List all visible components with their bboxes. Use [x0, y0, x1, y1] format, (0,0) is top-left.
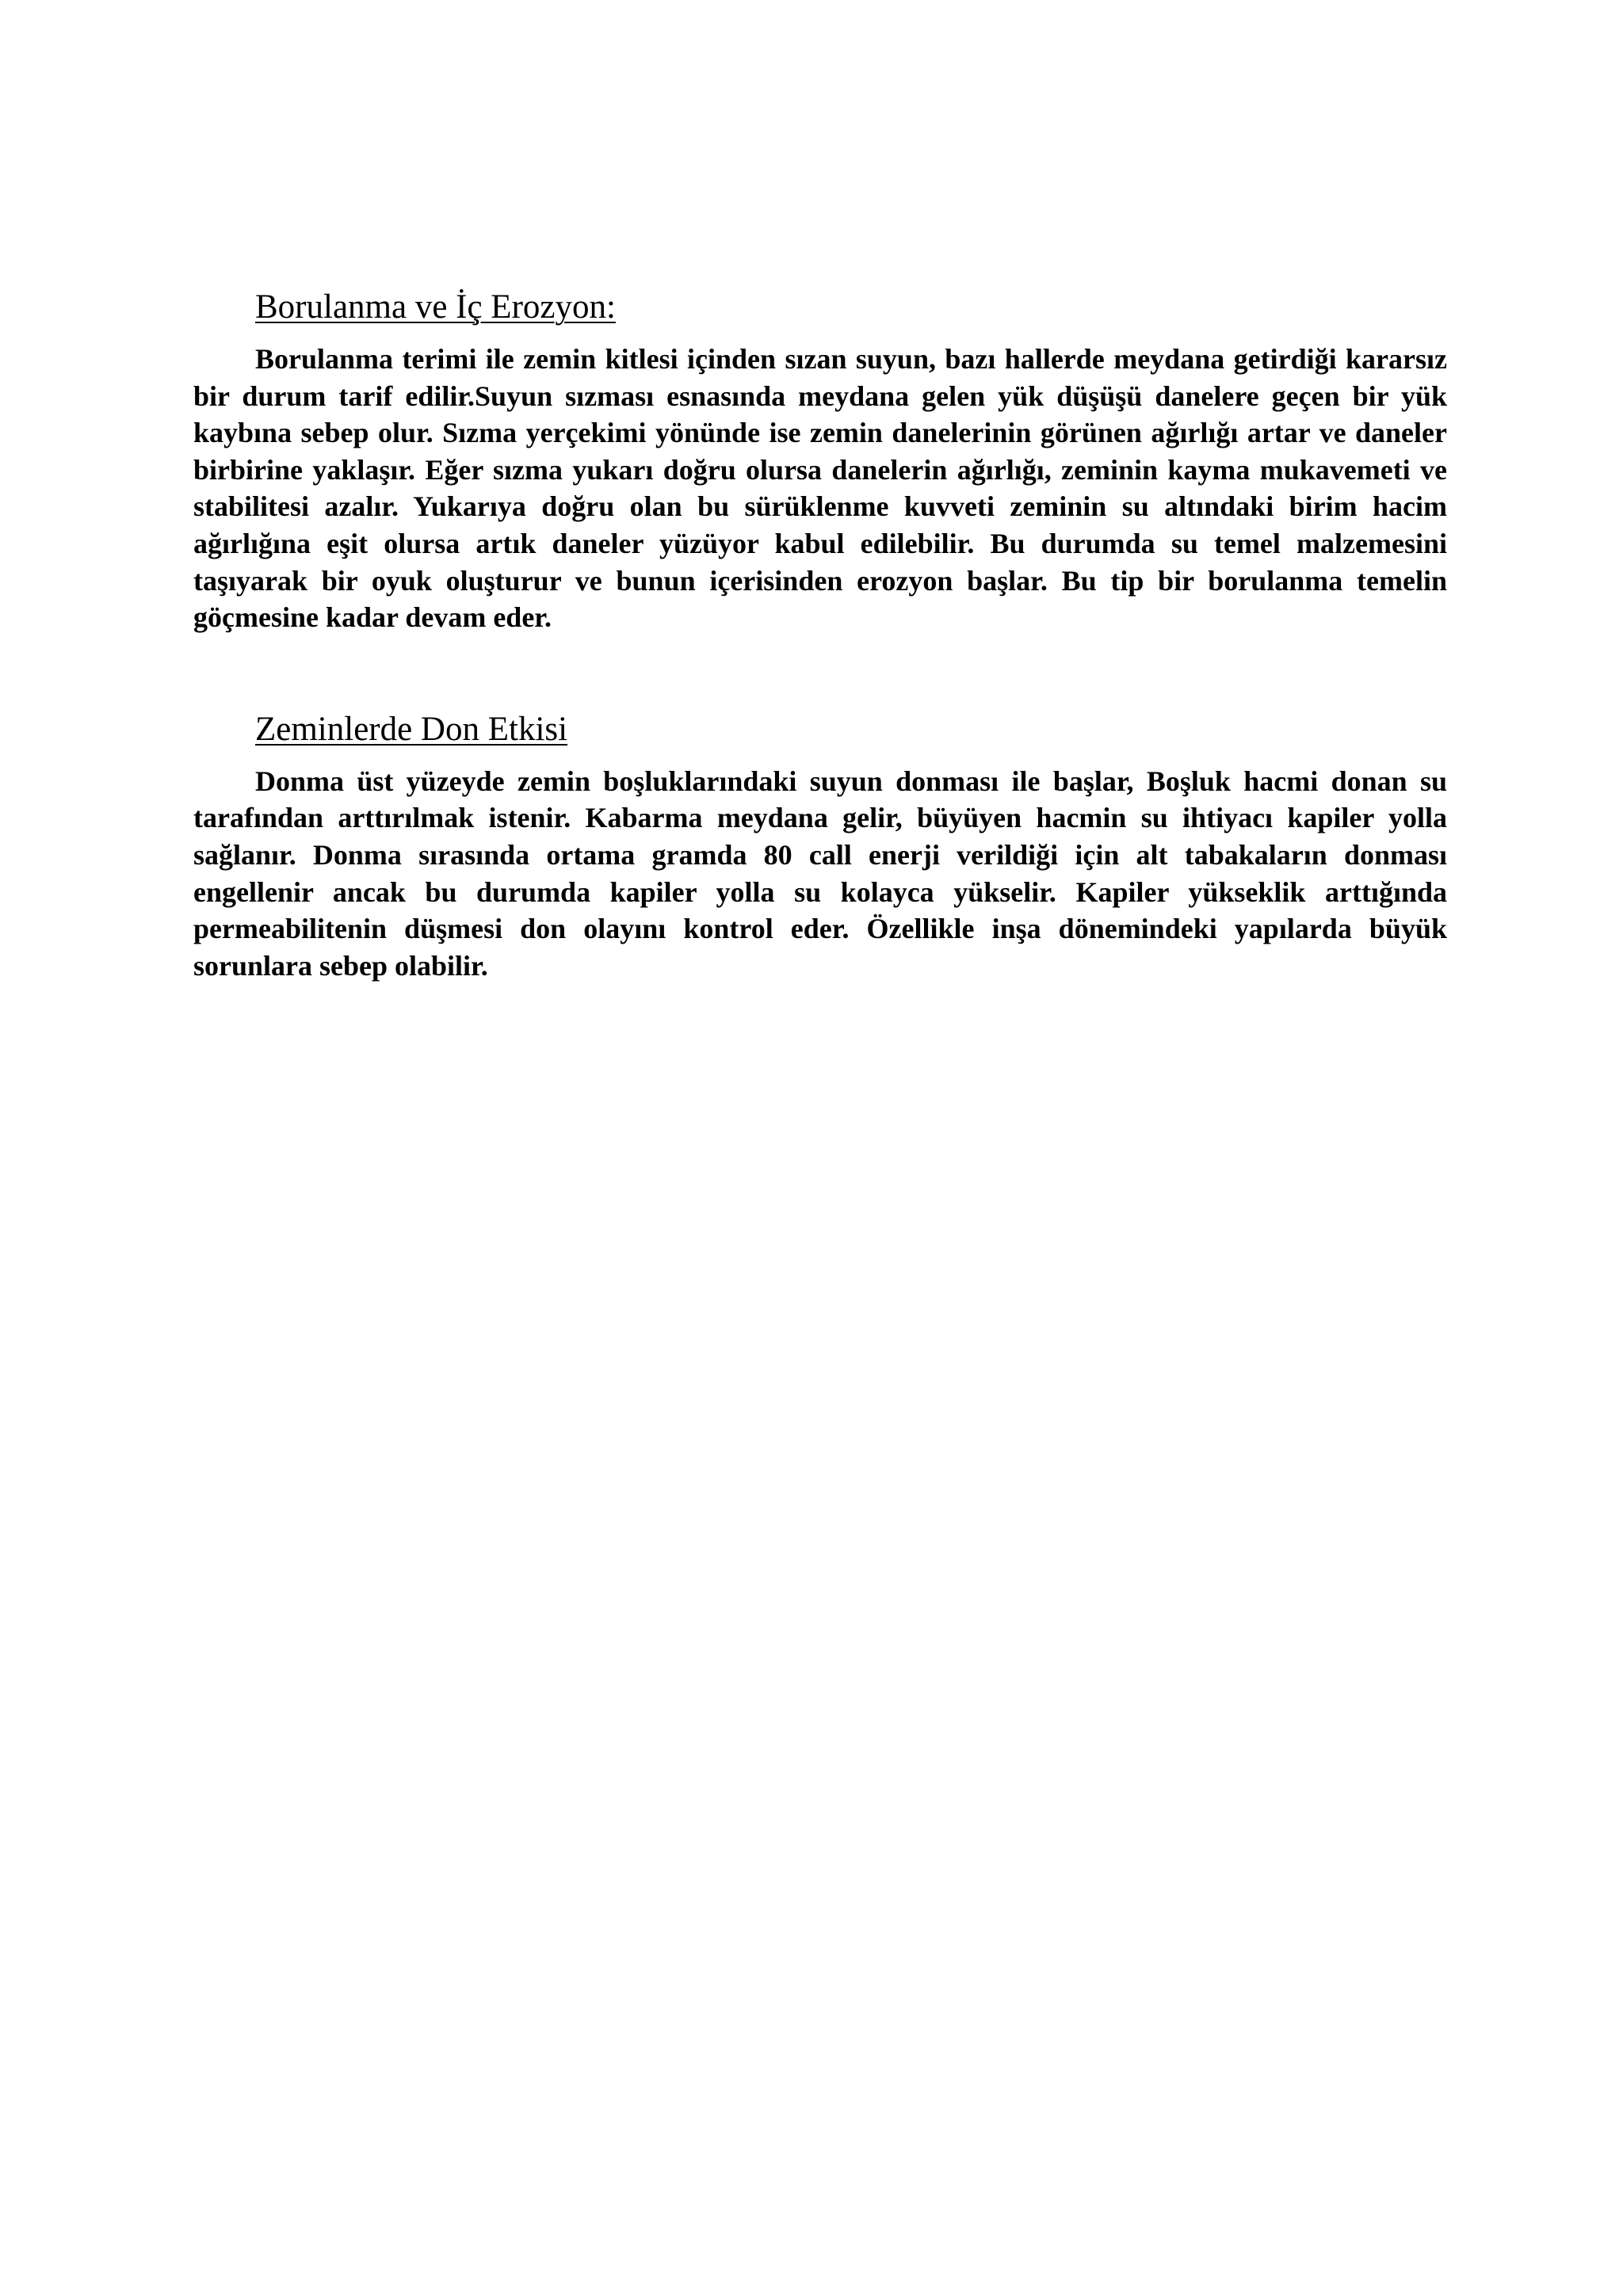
section-paragraph: Borulanma terimi ile zemin kitlesi içinden sızan suyun, bazı hallerde meydana getirdiği kararsız bir durum tarif edilir.Suyun sızması esnasında meydana gelen yük düşüşü danelere geçen bir yük kaybına sebep olur. Sızma yerçekimi yönünde ise zemin danelerinin görünen ağırlığı artar ve daneler birbirine yaklaşır. Eğer sızma yukarı doğru olursa danelerin ağırlığı, zeminin kayma mukavemeti ve stabilitesi azalır. Yukarıya doğru olan bu sürüklenme kuvveti zeminin su altındaki birim hacim ağırlığına eşit olursa artık daneler yüzüyor kabul edilebilir. Bu durumda su temel malzemesini taşıyarak bir oyuk oluşturur ve bunun içerisinden erozyon başlar. Bu tip bir borulanma temelin göçmesine kadar devam eder.: [193, 343, 1447, 634]
section-borulanma: [193, 285, 1447, 636]
section-heading: Borulanma ve İç Erozyon:: [255, 288, 616, 326]
section-paragraph: Donma üst yüzeyde zemin boşluklarındaki suyun donması ile başlar, Boşluk hacmi donan su tarafından arttırılmak istenir. Kabarma meydana gelir, büyüyen hacmin su ihtiyacı kapiler yolla sağlanır. Donma sırasında ortama gramda 80 call enerji verildiği için alt tabakaların donması engellenir ancak bu durumda kapiler yolla su kolayca yükselir. Kapiler yükseklik arttığında permeabilitenin düşmesi don olayını kontrol eder. Özellikle inşa dönemindeki yapılarda büyük sorunlara sebep olabilir.: [193, 765, 1447, 982]
section-heading: Zeminlerde Don Etkisi: [255, 710, 568, 748]
document-body: [193, 285, 1447, 984]
section-don-etkisi: [193, 707, 1447, 985]
